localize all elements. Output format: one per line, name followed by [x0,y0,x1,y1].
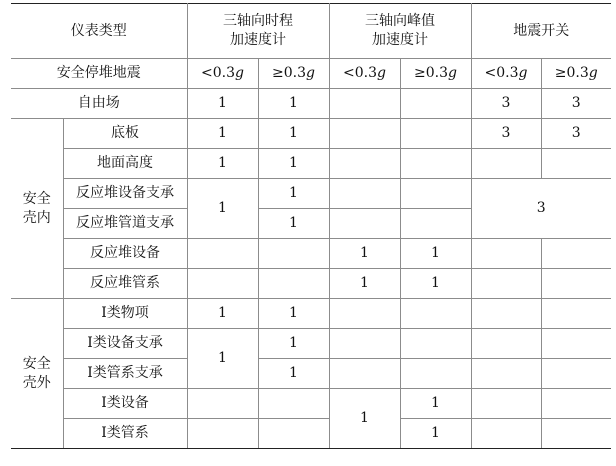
cell: 1 [187,299,258,329]
header-seismic-switch: 地震开关 [471,4,611,59]
cell [258,239,329,269]
header-ge-03g-1 [258,59,329,89]
header-group2-line2: 加速度计 [372,32,428,48]
row-label-class1-piping: Ⅰ类管系 [63,419,187,449]
header-safe-shutdown-earthquake: 安全停堆地震 [11,59,187,89]
cell [329,299,400,329]
header-ge-03g-3 [541,59,611,89]
cell: 3 [471,119,541,149]
cell [471,149,541,179]
unit-g: g [448,65,457,81]
cell: 1 [258,359,329,389]
cell [400,149,471,179]
group-label-inside-containment [11,119,63,299]
cell: 1 [258,89,329,119]
row-label-reactor-piping: 反应堆管系 [63,269,187,299]
header-lt-03g-2 [329,59,400,89]
cell-merged: 3 [471,179,611,239]
unit-g: g [518,65,528,81]
cell: 1 [400,269,471,299]
unit-g: g [377,65,386,81]
cell [541,419,611,449]
cell [329,89,400,119]
table-row [11,329,611,359]
cell [187,419,258,449]
table-row [11,419,611,449]
cell [187,389,258,419]
header-lt-03g-3 [471,59,541,89]
cell-merged: 1 [187,179,258,239]
cell [541,149,611,179]
header-instrument-type: 仪表类型 [11,4,187,59]
cell [400,209,471,239]
cell: 1 [187,149,258,179]
row-label-free-field: 自由场 [11,89,187,119]
lt-prefix: <0.3 [343,65,378,81]
cell-merged: 1 [329,389,400,449]
ge-prefix: ≥0.3 [272,65,307,81]
cell [471,299,541,329]
cell: 1 [258,149,329,179]
lt-prefix: <0.3 [484,65,519,81]
ge-prefix: ≥0.3 [554,65,589,81]
row-label-reactor-equipment-support: 反应堆设备支承 [63,179,187,209]
cell [258,419,329,449]
table-row [11,179,611,209]
cell [471,419,541,449]
cell: 3 [541,119,611,149]
cell: 1 [258,329,329,359]
cell [471,329,541,359]
header-row-1 [11,4,611,59]
cell [541,269,611,299]
cell [329,209,400,239]
table-row [11,89,611,119]
cell: 3 [541,89,611,119]
row-label-base-plate: 底板 [63,119,187,149]
header-group1-line1: 三轴向时程 [223,13,293,29]
cell [471,239,541,269]
cell [400,329,471,359]
cell [329,179,400,209]
cell: 1 [329,239,400,269]
cell: 1 [400,239,471,269]
cell: 1 [400,389,471,419]
group-label-line1: 安全 [22,355,51,372]
header-group1-line2: 加速度计 [230,32,286,48]
cell [471,359,541,389]
cell [471,269,541,299]
cell: 1 [187,89,258,119]
instrument-table [11,3,611,449]
cell [329,359,400,389]
cell: 3 [471,89,541,119]
cell: 1 [258,299,329,329]
header-ge-03g-2 [400,59,471,89]
table-row [11,239,611,269]
cell: 1 [258,209,329,239]
row-label-reactor-equipment: 反应堆设备 [63,239,187,269]
cell [541,299,611,329]
cell [541,239,611,269]
row-label-ground-height: 地面高度 [63,149,187,179]
cell [258,389,329,419]
cell: 1 [187,119,258,149]
group-label-line1: 安全 [22,190,51,207]
row-label-class1-items: Ⅰ类物项 [63,299,187,329]
unit-g: g [588,65,598,81]
table-row [11,149,611,179]
unit-g: g [306,65,315,81]
cell: 1 [329,269,400,299]
cell-merged: 1 [187,329,258,389]
header-group2-line1: 三轴向峰值 [365,13,435,29]
group-label-line2: 壳内 [22,209,51,226]
cell: 1 [258,119,329,149]
ge-prefix: ≥0.3 [414,65,449,81]
row-label-class1-equipment: Ⅰ类设备 [63,389,187,419]
row-label-class1-equipment-support: Ⅰ类设备支承 [63,329,187,359]
table-row [11,299,611,329]
group-label-outside-containment [11,299,63,449]
cell: 1 [258,179,329,209]
cell [329,119,400,149]
table-row [11,389,611,419]
cell [400,359,471,389]
unit-g: g [235,65,244,81]
row-label-reactor-pipe-support: 反应堆管道支承 [63,209,187,239]
cell [541,329,611,359]
group-label-line2: 壳外 [22,374,51,391]
cell [541,389,611,419]
header-row-2 [11,59,611,89]
cell [187,239,258,269]
header-peak-accelerometer [329,4,471,59]
cell [400,89,471,119]
lt-prefix: <0.3 [201,65,236,81]
cell [329,329,400,359]
header-time-history-accelerometer [187,4,329,59]
row-label-class1-pipe-support: Ⅰ类管系支承 [63,359,187,389]
cell: 1 [400,419,471,449]
cell [541,359,611,389]
cell [400,119,471,149]
cell [258,269,329,299]
table-row [11,269,611,299]
cell [187,269,258,299]
table-row [11,359,611,389]
cell [400,299,471,329]
cell [329,149,400,179]
cell [471,389,541,419]
table-row [11,119,611,149]
cell [400,179,471,209]
header-lt-03g-1 [187,59,258,89]
